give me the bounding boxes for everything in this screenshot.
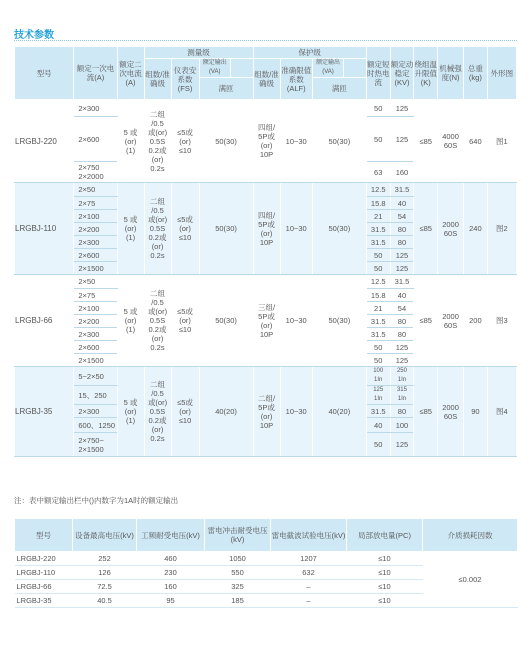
value-cell: 230 xyxy=(137,566,205,580)
temp-cell: ≤85 xyxy=(414,367,438,457)
primary-current-cell: 2×600 xyxy=(74,117,117,162)
table-row xyxy=(15,100,517,117)
dynamic-cell: 40 xyxy=(390,197,414,210)
value-cell: 185 xyxy=(205,594,271,608)
th-temp: 绕组温升限值(K) xyxy=(414,47,438,100)
dynamic-cell: 54 xyxy=(390,210,414,223)
table-row xyxy=(15,367,517,386)
short-current-cell: 12.5 xyxy=(366,275,390,289)
table-row xyxy=(15,275,517,289)
mech-cell: 4000 60S xyxy=(438,100,464,183)
th-secondary-current: 额定二次电流(A) xyxy=(117,47,144,100)
th-measure-full: 满匝 xyxy=(199,78,253,100)
temp-cell: ≤85 xyxy=(414,183,438,275)
table-row xyxy=(15,183,517,197)
value-cell: – xyxy=(271,594,347,608)
measure-level-cell: 二组 /0.5 或(or) 0.5S 0.2或 (or) 0.2s xyxy=(144,100,171,183)
model-cell: LRGBJ-110 xyxy=(15,183,74,275)
primary-current-cell: 2×300 xyxy=(74,236,117,249)
primary-current-cell: 2×1500 xyxy=(74,354,117,367)
measure-fs-cell: ≤5或 (or) ≤10 xyxy=(171,367,199,457)
primary-current-cell: 2×75 xyxy=(74,289,117,302)
insulation-header-2: 工频耐受电压(kV) xyxy=(137,519,205,552)
model-cell: LRGBJ-110 xyxy=(15,566,73,580)
primary-current-cell: 2×200 xyxy=(74,223,117,236)
fig-cell: 图3 xyxy=(487,275,516,367)
measure-fs-cell: ≤5或 (or) ≤10 xyxy=(171,100,199,183)
table-row xyxy=(15,552,518,566)
primary-current-cell: 2×300 xyxy=(74,405,117,418)
mech-cell: 2000 60S xyxy=(438,367,464,457)
secondary-current-cell: 5 或 (or) (1) xyxy=(117,275,144,367)
primary-current-cell: 2×200 xyxy=(74,315,117,328)
spec-table xyxy=(14,46,517,457)
measure-level-cell: 二组 /0.5 或(or) 0.5S 0.2或 (or) 0.2s xyxy=(144,183,171,275)
short-current-cell: 50 xyxy=(366,354,390,367)
primary-current-cell: 2×600 xyxy=(74,341,117,354)
measure-output-cell: 50(30) xyxy=(199,183,253,275)
model-cell: LRGBJ-220 xyxy=(15,100,74,183)
primary-current-cell: 2×300 xyxy=(74,100,117,117)
protect-level-cell: 三组/ 5P或 (or) 10P xyxy=(253,275,280,367)
short-current-cell: 40 xyxy=(366,418,390,433)
primary-current-cell: 15、250 xyxy=(74,386,117,405)
weight-cell: 90 xyxy=(464,367,488,457)
measure-output-cell: 50(30) xyxy=(199,100,253,183)
short-current-cell: 12.5 xyxy=(366,183,390,197)
th-protect-group: 保护级 xyxy=(253,47,366,59)
loss-factor-cell: ≤0.002 xyxy=(423,552,518,608)
primary-current-cell: 2×1500 xyxy=(74,262,117,275)
primary-current-cell: 2×100 xyxy=(74,302,117,315)
spec-group xyxy=(15,100,517,183)
value-cell: ≤10 xyxy=(347,580,423,594)
dynamic-cell: 250 1In xyxy=(390,367,414,386)
th-short-current: 额定短时热电流 xyxy=(366,47,390,100)
weight-cell: 640 xyxy=(464,100,488,183)
th-mech: 机械强度(N) xyxy=(438,47,464,100)
dynamic-cell: 125 xyxy=(390,262,414,275)
dynamic-cell: 160 xyxy=(390,162,414,183)
short-current-cell: 31.5 xyxy=(366,236,390,249)
value-cell: ≤10 xyxy=(347,566,423,580)
th-measure-level: 组数/准确级 xyxy=(144,59,171,100)
primary-current-cell: 2×750~ 2×1500 xyxy=(74,433,117,457)
short-current-cell: 31.5 xyxy=(366,223,390,236)
secondary-current-cell: 5 或 (or) (1) xyxy=(117,183,144,275)
dynamic-cell: 31.5 xyxy=(390,275,414,289)
measure-level-cell: 二组 /0.5 或(or) 0.5S 0.2或 (or) 0.2s xyxy=(144,275,171,367)
insulation-header-3: 雷电冲击耐受电压(kV) xyxy=(205,519,271,552)
value-cell: 72.5 xyxy=(73,580,137,594)
protect-level-cell: 四组/ 5P或 (or) 10P xyxy=(253,183,280,275)
th-model: 型号 xyxy=(15,47,74,100)
th-dynamic: 额定动稳定(KV) xyxy=(390,47,414,100)
th-measure-group: 测量级 xyxy=(144,47,253,59)
weight-cell: 240 xyxy=(464,183,488,275)
th-weight: 总重(kg) xyxy=(464,47,488,100)
insulation-header-5: 局部放电量(PC) xyxy=(347,519,423,552)
primary-current-cell: 2×75 xyxy=(74,197,117,210)
short-current-cell: 15.8 xyxy=(366,289,390,302)
temp-cell: ≤85 xyxy=(414,275,438,367)
fig-cell: 图1 xyxy=(487,100,516,183)
value-cell: 325 xyxy=(205,580,271,594)
measure-fs-cell: ≤5或 (or) ≤10 xyxy=(171,183,199,275)
dynamic-cell: 315 1In xyxy=(390,386,414,405)
mech-cell: 2000 60S xyxy=(438,183,464,275)
model-cell: LRGBJ-35 xyxy=(15,594,73,608)
value-cell: 126 xyxy=(73,566,137,580)
insulation-table xyxy=(14,518,518,608)
short-current-cell: 50 xyxy=(366,341,390,354)
title-divider xyxy=(14,40,517,41)
th-empty xyxy=(230,59,253,78)
section-title: 技术参数 xyxy=(14,30,54,41)
protect-output-cell: 50(30) xyxy=(312,275,366,367)
measure-level-cell: 二组 /0.5 或(or) 0.5S 0.2或 (or) 0.2s xyxy=(144,367,171,457)
protect-output-cell: 40(20) xyxy=(312,367,366,457)
short-current-cell: 50 xyxy=(366,249,390,262)
protect-alf-cell: 10~30 xyxy=(280,367,312,457)
short-current-cell: 31.5 xyxy=(366,405,390,418)
protect-output-cell: 50(30) xyxy=(312,100,366,183)
protect-level-cell: 二组/ 5P或 (or) 10P xyxy=(253,367,280,457)
dynamic-cell: 100 xyxy=(390,418,414,433)
value-cell: 95 xyxy=(137,594,205,608)
value-cell: 632 xyxy=(271,566,347,580)
mech-cell: 2000 60S xyxy=(438,275,464,367)
spec-group xyxy=(15,275,517,367)
th-protect-alf: 准确限值系数(ALF) xyxy=(280,59,312,100)
primary-current-cell: 2×600 xyxy=(74,249,117,262)
model-cell: LRGBJ-220 xyxy=(15,552,73,566)
secondary-current-cell: 5 或 (or) (1) xyxy=(117,367,144,457)
dynamic-cell: 80 xyxy=(390,223,414,236)
primary-current-cell: 600、1250 xyxy=(74,418,117,433)
weight-cell: 200 xyxy=(464,275,488,367)
th-primary-current: 额定一次电流(A) xyxy=(74,47,117,100)
short-current-cell: 50 xyxy=(366,100,390,117)
primary-current-cell: 2×300 xyxy=(74,328,117,341)
table-note: 注：表中额定输出栏中()内数字为1A时的额定输出 xyxy=(14,496,179,505)
value-cell: 252 xyxy=(73,552,137,566)
dynamic-cell: 80 xyxy=(390,236,414,249)
primary-current-cell: 2×100 xyxy=(74,210,117,223)
short-current-cell: 31.5 xyxy=(366,315,390,328)
dynamic-cell: 125 xyxy=(390,341,414,354)
value-cell: 550 xyxy=(205,566,271,580)
primary-current-cell: 2×750 2×2000 xyxy=(74,162,117,183)
dynamic-cell: 80 xyxy=(390,328,414,341)
primary-current-cell: 2×50 xyxy=(74,275,117,289)
protect-level-cell: 四组/ 5P或 (or) 10P xyxy=(253,100,280,183)
short-current-cell: 50 xyxy=(366,262,390,275)
protect-alf-cell: 10~30 xyxy=(280,100,312,183)
short-current-cell: 50 xyxy=(366,433,390,457)
protect-output-cell: 50(30) xyxy=(312,183,366,275)
model-cell: LRGBJ-66 xyxy=(15,275,74,367)
dynamic-cell: 125 xyxy=(390,100,414,117)
value-cell: ≤10 xyxy=(347,552,423,566)
model-cell: LRGBJ-66 xyxy=(15,580,73,594)
measure-fs-cell: ≤5或 (or) ≤10 xyxy=(171,275,199,367)
short-current-cell: 100 1In xyxy=(366,367,390,386)
secondary-current-cell: 5 或 (or) (1) xyxy=(117,100,144,183)
th-protect-level: 组数/准确级 xyxy=(253,59,280,100)
value-cell: 160 xyxy=(137,580,205,594)
dynamic-cell: 80 xyxy=(390,315,414,328)
temp-cell: ≤85 xyxy=(414,100,438,183)
insulation-header-1: 设备最高电压(kV) xyxy=(73,519,137,552)
dynamic-cell: 125 xyxy=(390,354,414,367)
th-fig: 外形图 xyxy=(487,47,516,100)
value-cell: – xyxy=(271,580,347,594)
value-cell: 40.5 xyxy=(73,594,137,608)
fig-cell: 图4 xyxy=(487,367,516,457)
short-current-cell: 50 xyxy=(366,117,390,162)
th-measure-output: 额定输出(VA) xyxy=(199,59,230,78)
th-empty xyxy=(344,59,367,78)
dynamic-cell: 125 xyxy=(390,117,414,162)
short-current-cell: 125 1In xyxy=(366,386,390,405)
spec-group xyxy=(15,183,517,275)
primary-current-cell: 2×50 xyxy=(74,183,117,197)
value-cell: 460 xyxy=(137,552,205,566)
dynamic-cell: 125 xyxy=(390,433,414,457)
th-measure-fs: 仪表安系数(FS) xyxy=(171,59,199,100)
th-protect-output: 额定输出(VA) xyxy=(312,59,343,78)
measure-output-cell: 50(30) xyxy=(199,275,253,367)
insulation-header-6: 介质损耗因数 xyxy=(423,519,518,552)
dynamic-cell: 40 xyxy=(390,289,414,302)
primary-current-cell: 5~2×50 xyxy=(74,367,117,386)
protect-alf-cell: 10~30 xyxy=(280,275,312,367)
dynamic-cell: 31.5 xyxy=(390,183,414,197)
fig-cell: 图2 xyxy=(487,183,516,275)
model-cell: LRGBJ-35 xyxy=(15,367,74,457)
short-current-cell: 21 xyxy=(366,210,390,223)
dynamic-cell: 54 xyxy=(390,302,414,315)
value-cell: 1207 xyxy=(271,552,347,566)
dynamic-cell: 125 xyxy=(390,249,414,262)
spec-group xyxy=(15,367,517,457)
insulation-header-0: 型号 xyxy=(15,519,73,552)
measure-output-cell: 40(20) xyxy=(199,367,253,457)
short-current-cell: 21 xyxy=(366,302,390,315)
short-current-cell: 15.8 xyxy=(366,197,390,210)
protect-alf-cell: 10~30 xyxy=(280,183,312,275)
insulation-header-4: 雷电截波试验电压(kV) xyxy=(271,519,347,552)
short-current-cell: 63 xyxy=(366,162,390,183)
dynamic-cell: 80 xyxy=(390,405,414,418)
short-current-cell: 31.5 xyxy=(366,328,390,341)
th-protect-full: 满匝 xyxy=(312,78,366,100)
value-cell: ≤10 xyxy=(347,594,423,608)
value-cell: 1050 xyxy=(205,552,271,566)
